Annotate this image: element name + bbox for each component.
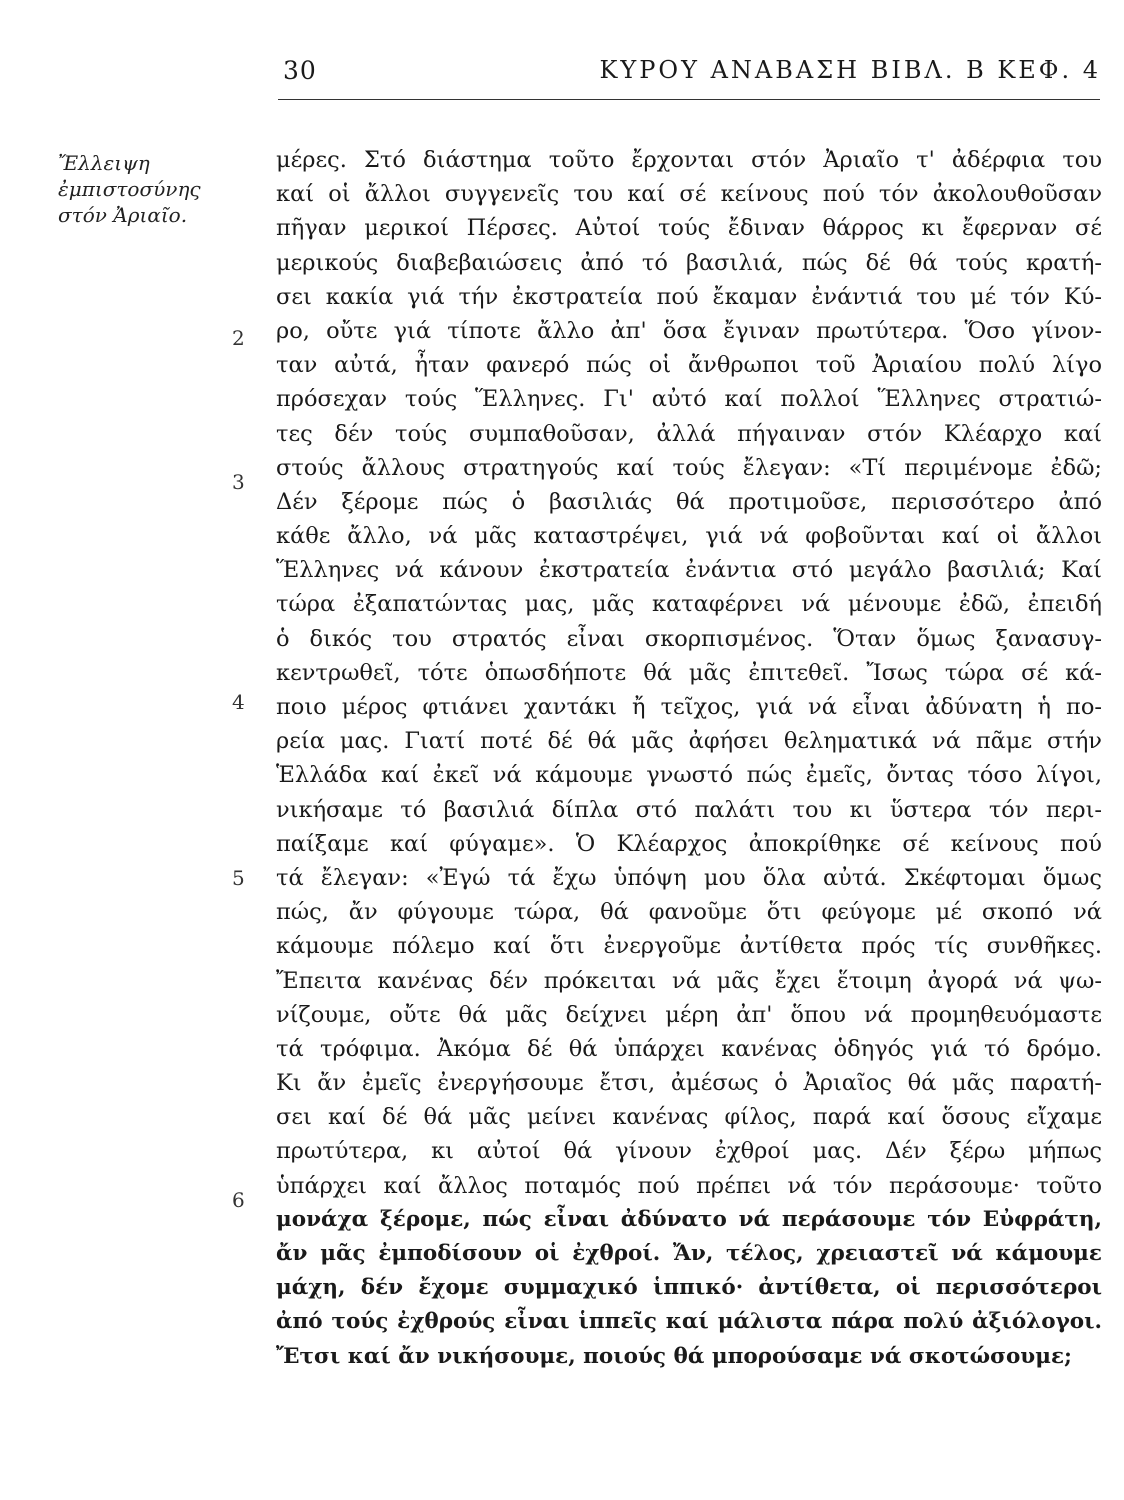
margin-note-line: Ἔλλειψη [58, 151, 150, 175]
text-line: τά ἔλεγαν: «Ἐγώ τά ἔχω ὑπόψη μου ὅλα αὐτά. Σκέφτομαι ὅμως [276, 864, 1102, 891]
text-line: Ἕλληνες νά κάνουν ἐκστρατεία ἐνάντια στό μεγάλο βασιλιά; Καί [276, 557, 1102, 584]
text-line: μονάχα ξέρομε, πώς εἶναι ἀδύνατο νά περάσουμε τόν Εὐφράτη, [276, 1206, 1102, 1232]
text-line: σει κακία γιά τήν ἐκστρατεία πού ἔκαμαν ἐνάντιά του μέ τόν Κύ- [276, 283, 1102, 310]
margin-note-line: ἐμπιστοσύνης [58, 177, 201, 201]
section-number: 5 [232, 866, 245, 890]
section-number: 3 [232, 470, 245, 494]
text-line: μάχη, δέν ἔχομε συμμαχικό ἱππικό· ἀντίθετα, οἱ περισσότεροι [276, 1275, 1102, 1301]
text-line: Δέν ξέρομε πώς ὁ βασιλιάς θά προτιμοῦσε, περισσότερο ἀπό [276, 488, 1102, 515]
text-line: κάμουμε πόλεμο καί ὅτι ἐνεργοῦμε ἀντίθετα πρός τίς συνθῆκες. [276, 933, 1102, 960]
text-line: ὑπάρχει καί ἄλλος ποταμός πού πρέπει νά τόν περάσουμε· τοῦτο [276, 1172, 1102, 1199]
text-line: ρεία μας. Γιατί ποτέ δέ θά μᾶς ἀφήσει θεληματικά νά πᾶμε στήν [276, 728, 1102, 755]
page-header [275, 56, 1101, 100]
text-line: ρο, οὔτε γιά τίποτε ἄλλο ἀπ' ὅσα ἔγιναν πρωτύτερα. Ὅσο γίνον- [276, 317, 1102, 344]
text-line: πῆγαν μερικοί Πέρσες. Αὐτοί τούς ἔδιναν θάρρος κι ἔφερναν σέ [276, 215, 1102, 242]
text-line: Ἔτσι καί ἄν νικήσουμε, ποιούς θά μπορούσαμε νά σκοτώσουμε; [276, 1343, 1072, 1369]
section-number: 2 [232, 326, 245, 350]
text-line: ἄν μᾶς ἐμποδίσουν οἱ ἐχθροί. Ἄν, τέλος, χρειαστεῖ νά κάμουμε [276, 1241, 1102, 1266]
page-number: 30 [283, 56, 317, 85]
margin-note-line: στόν Ἀριαῖο. [58, 203, 188, 227]
text-line: ὁ δικός του στρατός εἶναι σκορπισμένος. Ὅταν ὅμως ξανασυγ- [276, 625, 1102, 652]
text-line: στούς ἄλλους στρατηγούς καί τούς ἔλεγαν: «Τί περιμένομε ἐδῶ; [276, 454, 1102, 481]
text-line: Ἔπειτα κανένας δέν πρόκειται νά μᾶς ἔχει ἕτοιμη ἀγορά νά ψω- [276, 967, 1102, 994]
text-line: πώς, ἄν φύγουμε τώρα, θά φανοῦμε ὅτι φεύγομε μέ σκοπό νά [276, 899, 1102, 926]
text-line: παίξαμε καί φύγαμε». Ὁ Κλέαρχος ἀποκρίθηκε σέ κείνους πού [276, 830, 1102, 857]
section-number: 6 [232, 1188, 245, 1212]
text-line: μέρες. Στό διάστημα τοῦτο ἔρχονται στόν Ἀριαῖο τ' ἀδέρφια του [276, 147, 1102, 173]
text-line: κάθε ἄλλο, νά μᾶς καταστρέψει, γιά νά φοβοῦνται καί οἱ ἄλλοι [276, 523, 1102, 550]
text-line: ἀπό τούς ἐχθρούς εἶναι ἱππεῖς καί μάλιστα πάρα πολύ ἀξιόλογοι. [276, 1309, 1102, 1335]
text-line: κεντρωθεῖ, τότε ὁπωσδήποτε θά μᾶς ἐπιτεθεῖ. Ἴσως τώρα σέ κά- [276, 659, 1102, 686]
text-line: νίζουμε, οὔτε θά μᾶς δείχνει μέρη ἀπ' ὅπου νά προμηθευόμαστε [276, 1001, 1102, 1028]
text-line: καί οἱ ἄλλοι συγγενεῖς του καί σέ κείνους πού τόν ἀκολουθοῦσαν [276, 181, 1102, 208]
text-line: Ἑλλάδα καί ἐκεῖ νά κάμουμε γνωστό πώς ἐμεῖς, ὄντας τόσο λίγοι, [276, 762, 1102, 789]
margin-note [58, 150, 258, 228]
text-line: Κι ἄν ἐμεῖς ἐνεργήσουμε ἔτσι, ἀμέσως ὁ Ἀριαῖος θά μᾶς παρατή- [276, 1070, 1102, 1097]
text-line: τά τρόφιμα. Ἀκόμα δέ θά ὑπάρχει κανένας ὁδηγός γιά τό δρόμο. [276, 1035, 1102, 1062]
text-line: μερικούς διαβεβαιώσεις ἀπό τό βασιλιά, πώς δέ θά τούς κρατή- [276, 249, 1102, 276]
text-line: σει καί δέ θά μᾶς μείνει κανένας φίλος, παρά καί ὅσους εἴχαμε [276, 1104, 1102, 1131]
body-text [276, 143, 1102, 1374]
header-rule [278, 99, 1100, 100]
text-line: τώρα ἐξαπατώντας μας, μᾶς καταφέρνει νά μένουμε ἐδῶ, ἐπειδή [276, 591, 1102, 618]
section-number: 4 [232, 690, 245, 714]
text-line: τες δέν τούς συμπαθοῦσαν, ἀλλά πήγαιναν στόν Κλέαρχο καί [276, 420, 1102, 447]
text-line: ποιο μέρος φτιάνει χαντάκι ἤ τεῖχος, γιά νά εἶναι ἀδύνατη ἡ πο- [276, 694, 1102, 720]
text-line: πρωτύτερα, κι αὐτοί θά γίνουν ἐχθροί μας. Δέν ξέρω μήπως [276, 1138, 1102, 1165]
running-title: ΚΥΡΟΥ ΑΝΑΒΑΣΗ ΒΙΒΛ. Β ΚΕΦ. 4 [599, 56, 1101, 84]
text-line: νικήσαμε τό βασιλιά δίπλα στό παλάτι του κι ὕστερα τόν περι- [276, 796, 1102, 823]
text-line: πρόσεχαν τούς Ἕλληνες. Γι' αὐτό καί πολλοί Ἕλληνες στρατιώ- [276, 386, 1102, 413]
text-line: ταν αὐτά, ἦταν φανερό πώς οἱ ἄνθρωποι τοῦ Ἀριαίου πολύ λίγο [276, 352, 1102, 379]
